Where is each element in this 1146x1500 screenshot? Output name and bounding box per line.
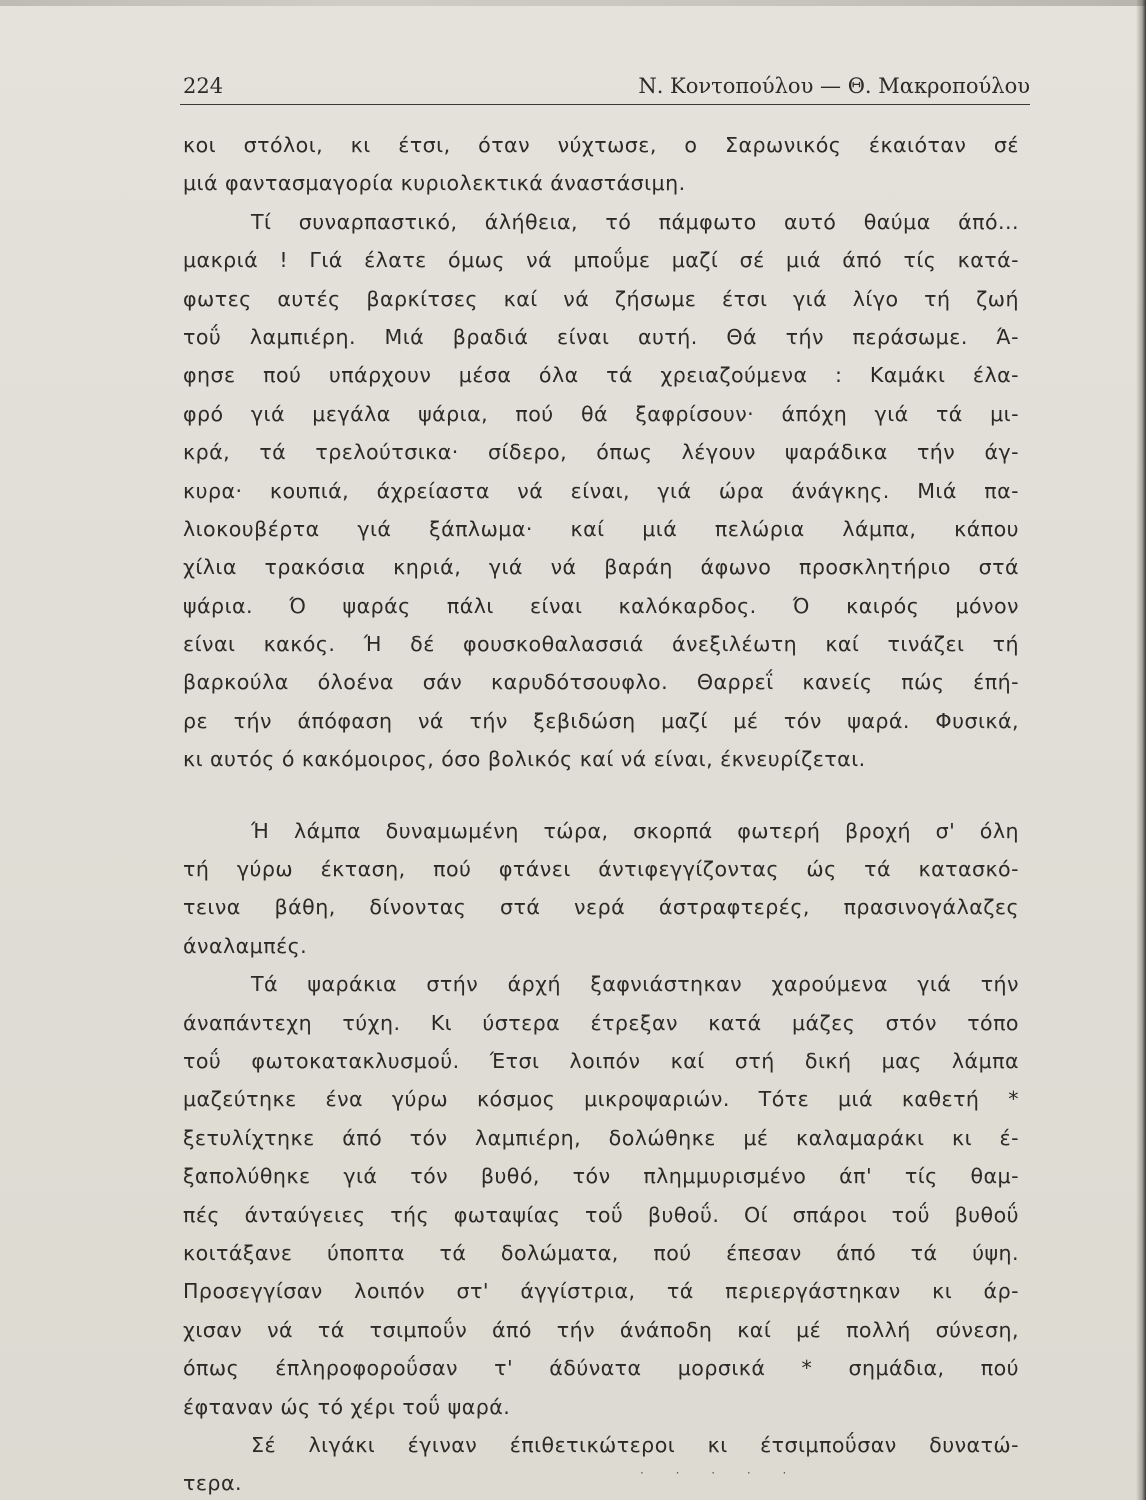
paragraph xyxy=(183,812,1019,966)
text-line: μαζεύτηκε ένα γύρω κόσμος μικροψαριών. Τότε μιά καθετή * xyxy=(183,1087,1019,1112)
text-line: άναπάντεχη τύχη. Κι ύστερα έτρεξαν κατά μάζες στόν τόπο xyxy=(183,1010,1019,1035)
paragraph xyxy=(183,1426,1019,1500)
text-line: Ή λάμπα δυναμωμένη τώρα, σκορπά φωτερή βροχή σ' όλη xyxy=(251,818,1019,843)
text-line: ξαπολύθηκε γιά τόν βυθό, τόν πλημμυρισμένο άπ' τίς θαμ- xyxy=(183,1164,1019,1189)
text-line: πές άνταύγειες τής φωταψίας τοΰ βυθοΰ. Οί σπάροι τοΰ βυθοΰ xyxy=(183,1202,1019,1227)
text-line: φρό γιά μεγάλα ψάρια, πού θά ξαφρίσουν· άπόχη γιά τά μι- xyxy=(183,401,1019,426)
text-line: μακριά ! Γιά έλατε όμως νά μποΰμε μαζί σέ μιά άπό τίς κατά- xyxy=(183,248,1019,273)
text-line: χισαν νά τά τσιμποΰν άπό τήν άνάποδη καί μέ πολλή σύνεση, xyxy=(183,1317,1019,1342)
text-line: είναι κακός. Ή δέ φουσκοθαλασσιά άνεξιλέωτη καί τινάζει τή xyxy=(183,632,1019,657)
header-authors: Ν. Κοντοπούλου — Θ. Μακροπούλου xyxy=(638,74,1030,98)
text-line: κοιτάξανε ύποπτα τά δολώματα, πού έπεσαν άπό τά ύψη. xyxy=(183,1240,1019,1265)
text-line: λιοκουβέρτα γιά ξάπλωμα· καί μιά πελώρια λάμπα, κάπου xyxy=(183,516,1019,541)
paragraph xyxy=(183,203,1019,779)
text-line: Τά ψαράκια στήν άρχή ξαφνιάστηκαν χαρούμενα γιά τήν xyxy=(251,972,1019,997)
header-rule xyxy=(180,104,1030,105)
paragraph xyxy=(183,965,1019,1426)
text-line: μιά φαντασμαγορία κυριολεκτικά άναστάσιμη. xyxy=(183,171,686,196)
scan-right-edge xyxy=(1136,0,1146,1500)
text-line: τοΰ λαμπιέρη. Μιά βραδιά είναι αυτή. Θά τήν περάσωμε. Ά- xyxy=(183,324,1019,349)
text-line: ξετυλίχτηκε άπό τόν λαμπιέρη, δολώθηκε μέ καλαμαράκι κι έ- xyxy=(183,1125,1019,1150)
text-line: τή γύρω έκταση, πού φτάνει άντιφεγγίζοντας ώς τά κατασκό- xyxy=(183,857,1019,882)
text-line: τερα. xyxy=(183,1471,242,1496)
text-line: κοι στόλοι, κι έτσι, όταν νύχτωσε, ο Σαρωνικός έκαιόταν σέ xyxy=(183,133,1019,157)
text-line: κρά, τά τρελούτσικα· σίδερο, όπως λέγουν ψαράδικα τήν άγ- xyxy=(183,440,1019,465)
text-line: Τί συναρπαστικό, άλήθεια, τό πάμφωτο αυτό θαύμα άπό... xyxy=(251,209,1019,234)
page-number: 224 xyxy=(183,74,224,98)
running-header xyxy=(180,74,1030,104)
text-line: τοΰ φωτοκατακλυσμοΰ. Έτσι λοιπόν καί στή δική μας λάμπα xyxy=(183,1048,1019,1073)
text-line: χίλια τρακόσια κηριά, γιά νά βαράη άφωνο προσκλητήριο στά xyxy=(183,555,1019,580)
text-line: Σέ λιγάκι έγιναν έπιθετικώτεροι κι έτσιμποΰσαν δυνατώ- xyxy=(251,1432,1019,1457)
bottom-print-marks: · · · · · xyxy=(640,1466,801,1480)
text-line: άναλαμπές. xyxy=(183,933,308,958)
text-line: φησε πού υπάρχουν μέσα όλα τά χρειαζούμενα : Καμάκι έλα- xyxy=(183,363,1019,388)
text-line: βαρκούλα όλοένα σάν καρυδότσουφλο. Θαρρεΐ κανείς πώς έπή- xyxy=(183,670,1019,695)
text-line: κι αυτός ό κακόμοιρος, όσο βολικός καί νά είναι, έκνευρίζεται. xyxy=(183,747,866,772)
text-line: ρε τήν άπόφαση νά τήν ξεβιδώση μαζί μέ τόν ψαρά. Φυσικά, xyxy=(183,708,1019,733)
text-line: ψάρια. Ό ψαράς πάλι είναι καλόκαρδος. Ό καιρός μόνον xyxy=(183,593,1019,618)
text-line: όπως έπληροφοροΰσαν τ' άδύνατα μορσικά * σημάδια, πού xyxy=(183,1356,1019,1381)
section-break xyxy=(183,779,1019,812)
text-line: κυρα· κουπιά, άχρείαστα νά είναι, γιά ώρα άνάγκης. Μιά πα- xyxy=(183,478,1019,503)
text-line: τεινα βάθη, δίνοντας στά νερά άστραφτερές, πρασινογάλαζες xyxy=(183,895,1019,920)
text-line: έφταναν ώς τό χέρι τοΰ ψαρά. xyxy=(183,1394,511,1419)
scan-top-edge xyxy=(0,0,1146,6)
paragraph xyxy=(183,126,1019,203)
text-line: φωτες αυτές βαρκίτσες καί νά ζήσωμε έτσι γιά λίγο τή ζωή xyxy=(183,286,1019,311)
text-line: Προσεγγίσαν λοιπόν στ' άγγίστρια, τά περιεργάστηκαν κι άρ- xyxy=(183,1279,1019,1304)
body-text xyxy=(183,126,1019,1500)
